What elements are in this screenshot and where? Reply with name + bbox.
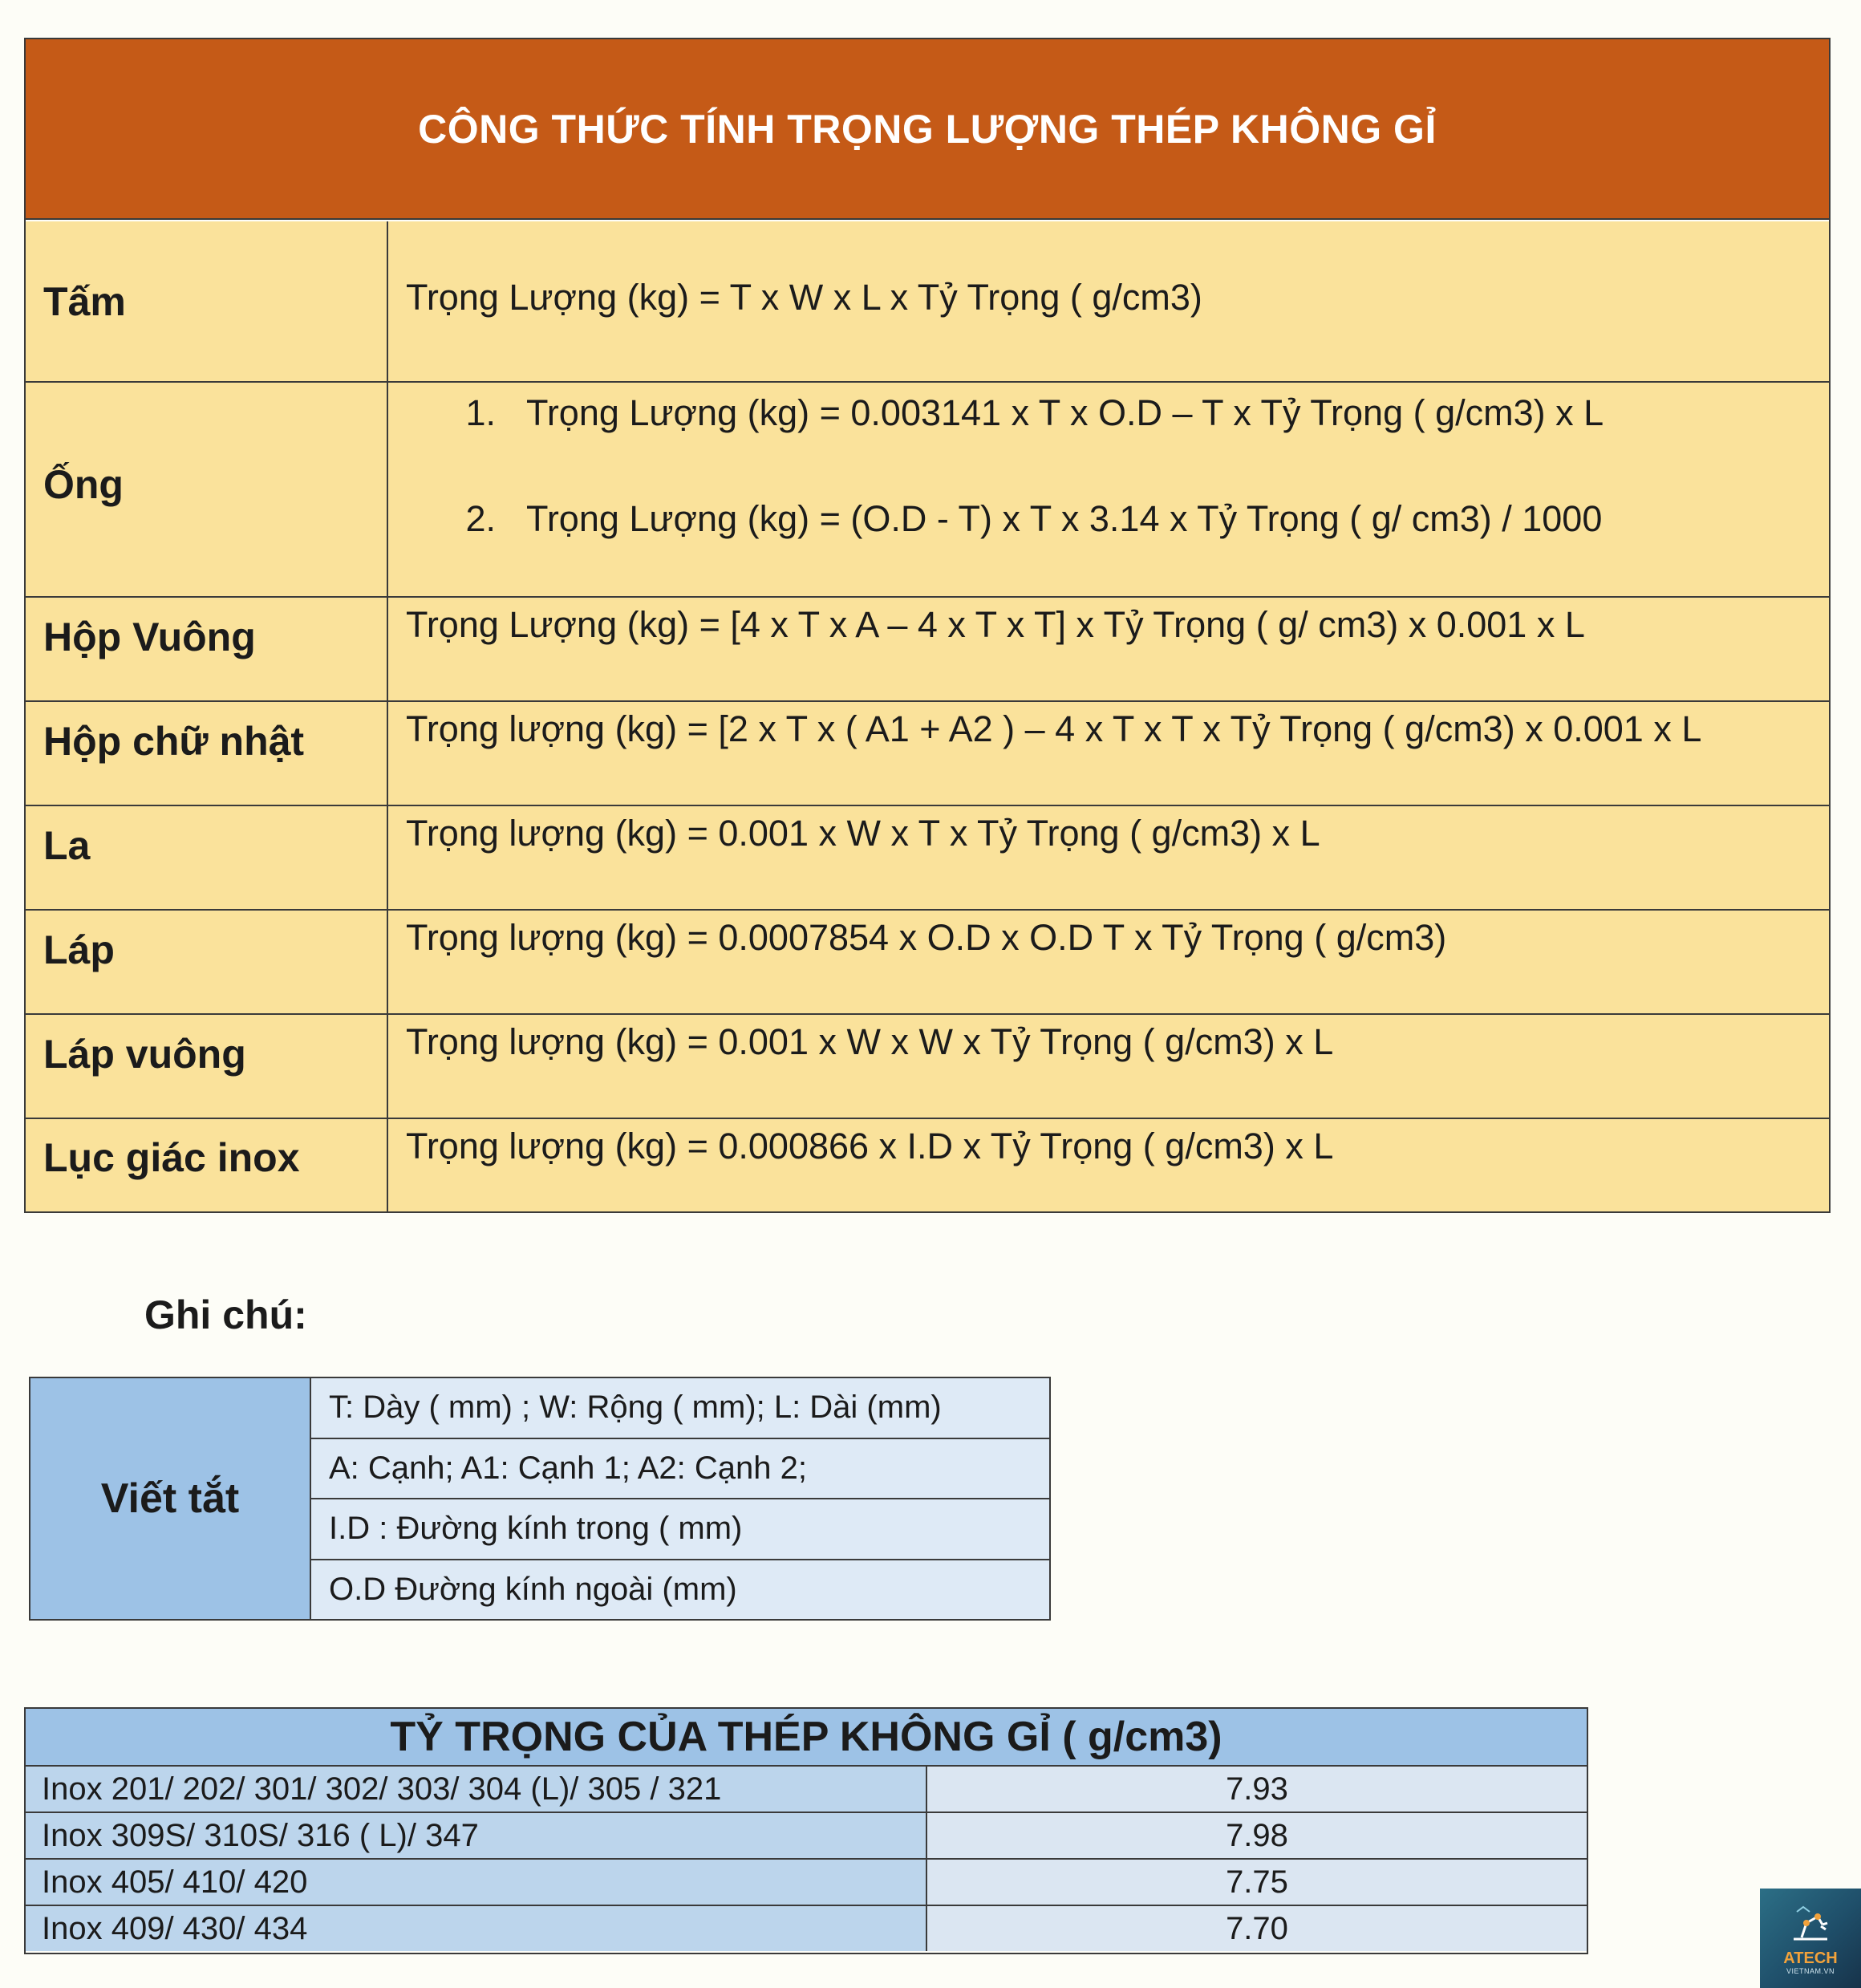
formula-text: Trọng Lượng (kg) = 0.003141 x T x O.D – T x Tỷ Trọng ( g/cm3) x L	[526, 392, 1604, 433]
mechanical-arm-icon	[1786, 1902, 1835, 1946]
formula-row-la	[26, 806, 1829, 911]
note-title: Ghi chú:	[144, 1292, 307, 1337]
formula-table-title: CÔNG THỨC TÍNH TRỌNG LƯỢNG THÉP KHÔNG GỈ	[26, 39, 1829, 220]
density-value: 7.98	[1226, 1817, 1288, 1853]
steel-grade: Inox 309S/ 310S/ 316 ( L)/ 347	[26, 1813, 927, 1858]
density-value: 7.75	[1226, 1864, 1288, 1900]
category-label: Tấm	[26, 221, 388, 381]
abbreviation-item: A: Cạnh; A1: Cạnh 1; A2: Cạnh 2;	[311, 1439, 1049, 1500]
density-value: 7.70	[1226, 1910, 1288, 1946]
abbreviation-label: Viết tắt	[30, 1378, 311, 1619]
abbreviation-list	[311, 1378, 1049, 1619]
formula-row-hop-vuong	[26, 598, 1829, 702]
category-label: Ống	[26, 383, 388, 596]
density-row	[26, 1767, 1587, 1813]
formula-row-tam	[26, 221, 1829, 383]
formula-text: Trọng lượng (kg) = [2 x T x ( A1 + A2 ) – 4 x T x T x Tỷ Trọng ( g/cm3) x 0.001 x L	[406, 708, 1702, 749]
abbreviation-table	[29, 1377, 1051, 1621]
steel-grade: Inox 201/ 202/ 301/ 302/ 303/ 304 (L)/ 305 / 321	[26, 1767, 927, 1812]
density-value: 7.93	[1226, 1771, 1288, 1807]
steel-grade: Inox 405/ 410/ 420	[26, 1860, 927, 1905]
formula-list	[388, 383, 1829, 596]
logo-subtitle: VIETNAM.VN	[1786, 1966, 1835, 1975]
atech-logo	[1760, 1889, 1861, 1988]
abbreviation-item: O.D Đường kính ngoài (mm)	[311, 1560, 1049, 1620]
category-label: La	[26, 806, 388, 909]
formula-text: Trọng lượng (kg) = 0.0007854 x O.D x O.D T x Tỷ Trọng ( g/cm3)	[406, 917, 1447, 958]
formula-list-item	[388, 498, 1829, 540]
formula-list-item	[388, 392, 1829, 434]
list-number: 2.	[465, 498, 496, 539]
category-label: Hộp Vuông	[26, 598, 388, 700]
category-label: Láp	[26, 911, 388, 1013]
formula-table	[24, 38, 1831, 1213]
formula-row-ong	[26, 383, 1829, 598]
density-row	[26, 1906, 1587, 1951]
formula-text: Trọng Lượng (kg) = (O.D - T) x T x 3.14 x Tỷ Trọng ( g/ cm3) / 1000	[526, 498, 1603, 539]
category-label: Hộp chữ nhật	[26, 702, 388, 805]
density-row	[26, 1813, 1587, 1860]
formula-text-value: Trọng Lượng (kg) = T x W x L x Tỷ Trọng ( g/cm3)	[406, 276, 1202, 318]
formula-row-lap-vuong	[26, 1015, 1829, 1119]
abbreviation-item: I.D : Đường kính trong ( mm)	[311, 1499, 1049, 1560]
abbreviation-item: T: Dày ( mm) ; W: Rộng ( mm); L: Dài (mm)	[311, 1378, 1049, 1439]
formula-row-hop-chu-nhat	[26, 702, 1829, 806]
density-table-title: TỶ TRỌNG CỦA THÉP KHÔNG GỈ ( g/cm3)	[26, 1709, 1587, 1767]
list-number: 1.	[465, 392, 496, 433]
formula-row-lap	[26, 911, 1829, 1015]
formula-text: Trọng lượng (kg) = 0.000866 x I.D x Tỷ Trọng ( g/cm3) x L	[406, 1126, 1334, 1166]
formula-row-luc-giac	[26, 1119, 1829, 1211]
density-table	[24, 1707, 1588, 1954]
formula-text: Trọng lượng (kg) = 0.001 x W x T x Tỷ Trọng ( g/cm3) x L	[406, 813, 1320, 854]
formula-text	[388, 221, 1829, 381]
category-label: Lục giác inox	[26, 1119, 388, 1211]
steel-grade: Inox 409/ 430/ 434	[26, 1906, 927, 1951]
logo-name: ATECH	[1783, 1949, 1838, 1967]
category-label: Láp vuông	[26, 1015, 388, 1118]
formula-text: Trọng Lượng (kg) = [4 x T x A – 4 x T x T] x Tỷ Trọng ( g/ cm3) x 0.001 x L	[406, 604, 1585, 645]
density-row	[26, 1860, 1587, 1906]
formula-text: Trọng lượng (kg) = 0.001 x W x W x Tỷ Trọng ( g/cm3) x L	[406, 1021, 1334, 1062]
